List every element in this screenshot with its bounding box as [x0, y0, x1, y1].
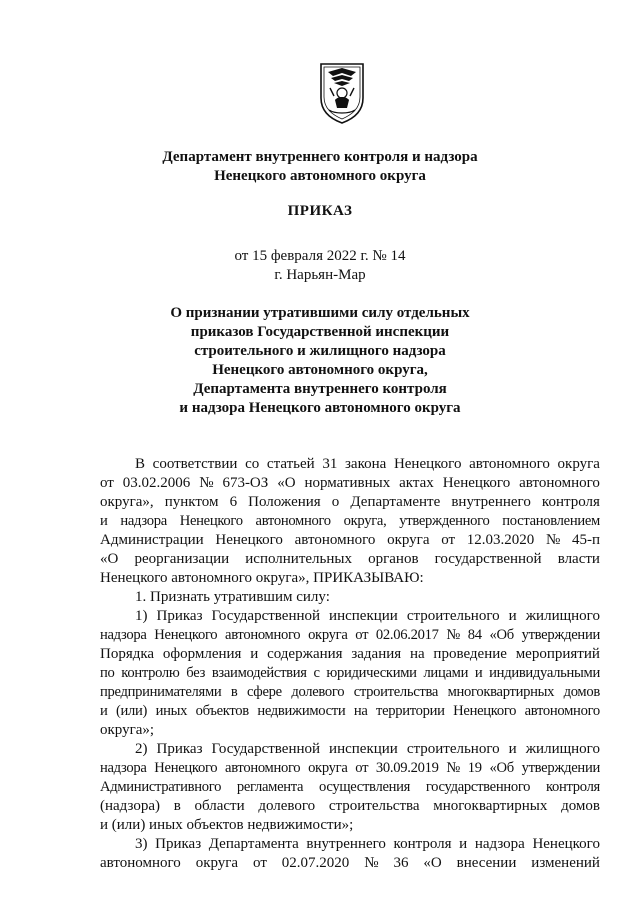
body-line: и надзора Ненецкого автономного округа, утвержденного постановлением — [100, 513, 600, 529]
body-line: от 03.02.2006 № 673-ОЗ «О нормативных актах Ненецкого автономного — [100, 475, 600, 491]
city: г. Нарьян-Мар — [274, 267, 366, 283]
body-line: округа», пунктом 6 Положения о Департаменте внутреннего контроля — [100, 494, 600, 510]
body-line: округа»; — [100, 722, 155, 738]
department-line-2: Ненецкого автономного округа — [214, 168, 426, 184]
document-type-title: ПРИКАЗ — [287, 203, 353, 219]
order-subject — [0, 304, 640, 418]
body-line: надзора Ненецкого автономного округа от 02.06.2017 № 84 «Об утверждении — [100, 627, 600, 643]
body-line: 3) Приказ Департамента внутреннего контроля и надзора Ненецкого — [135, 836, 600, 852]
body-line: по контролю без взаимодействия с юридическими лицами и индивидуальными — [100, 665, 600, 681]
body-line: В соответствии со статьей 31 закона Ненецкого автономного округа — [135, 456, 600, 472]
body-line: автономного округа от 02.07.2020 № 36 «О внесении изменений — [100, 855, 600, 871]
body-line: 1) Приказ Государственной инспекции строительного и жилищного — [135, 608, 600, 624]
body-line: 2) Приказ Государственной инспекции строительного и жилищного — [135, 741, 600, 757]
body-line: и (или) иных объектов недвижимости на территории Ненецкого автономного — [100, 703, 600, 719]
subject-line: строительного и жилищного надзора — [194, 343, 446, 359]
body-line: Административного регламента осуществления государственного контроля — [100, 779, 600, 795]
subject-line: и надзора Ненецкого автономного округа — [179, 400, 461, 416]
subject-line: Ненецкого автономного округа, — [212, 362, 428, 378]
body-line: 1. Признать утратившим силу: — [135, 589, 330, 605]
body-line: «О реорганизации исполнительных органов государственной власти — [100, 551, 600, 567]
subject-line: Департамента внутреннего контроля — [193, 381, 447, 397]
date-and-place — [0, 247, 640, 285]
body-line: и (или) иных объектов недвижимости»; — [100, 817, 354, 833]
coat-of-arms-emblem — [319, 62, 365, 124]
date-number: от 15 февраля 2022 г. № 14 — [234, 248, 406, 264]
department-line-1: Департамент внутреннего контроля и надзора — [162, 149, 478, 165]
body-line: (надзора) в области долевого строительства многоквартирных домов — [100, 798, 600, 814]
body-line: Администрации Ненецкого автономного округа от 12.03.2020 № 45-п — [100, 532, 600, 548]
body-line: предпринимателями в сфере долевого строительства многоквартирных домов — [100, 684, 600, 700]
department-name — [0, 148, 640, 186]
body-line: Ненецкого автономного округа», ПРИКАЗЫВАЮ: — [100, 570, 424, 586]
order-body — [100, 455, 600, 873]
body-line: надзора Ненецкого автономного округа от 30.09.2019 № 19 «Об утверждении — [100, 760, 600, 776]
body-line: Порядка оформления и содержания задания на проведение мероприятий — [100, 646, 600, 662]
subject-line: приказов Государственной инспекции — [190, 324, 450, 340]
subject-line: О признании утратившими силу отдельных — [170, 305, 470, 321]
